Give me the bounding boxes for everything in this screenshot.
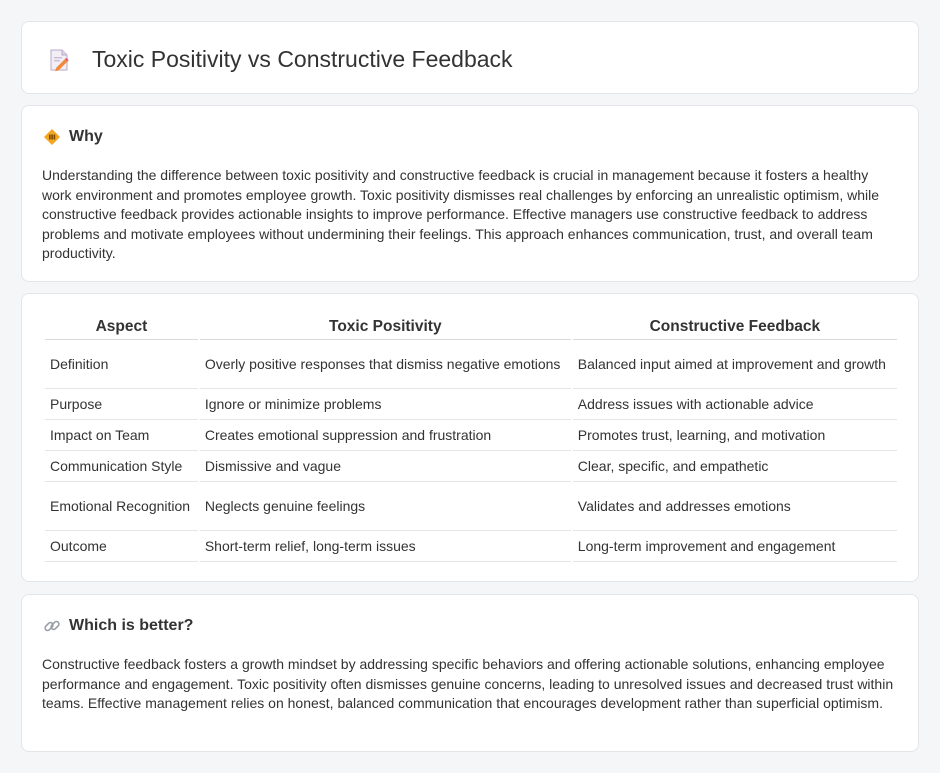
constructive-cell: Promotes trust, learning, and motivation (573, 420, 897, 451)
page-title: Toxic Positivity vs Constructive Feedback (92, 46, 513, 72)
diamond-signal-icon (43, 128, 61, 146)
table-row (45, 340, 897, 389)
why-text: Understanding the difference between toxic positivity and constructive feedback is crucial in management because it fosters a healthy work environment and promotes employee growth. Toxic positivity dismisses real challenges by enforcing an unrealistic optimism, while constructive feedback provides actionable insights to improve performance. Effective managers use constructive feedback to address problems and motivate employees without undermining their feelings. This approach enhances communication, trust, and overall team productivity. (42, 167, 880, 262)
title-row (47, 46, 513, 73)
table-row (45, 451, 897, 482)
table-row (45, 531, 897, 562)
table-header-row (45, 316, 897, 340)
toxic-cell: Ignore or minimize problems (200, 389, 571, 420)
why-card (21, 105, 919, 282)
better-title: Which is better? (69, 617, 194, 634)
aspect-cell: Outcome (45, 531, 198, 562)
which-is-better-card (21, 594, 919, 752)
toxic-cell: Dismissive and vague (200, 451, 571, 482)
header-aspect: Aspect (45, 316, 198, 340)
document-pencil-icon (47, 48, 71, 72)
table-row (45, 389, 897, 420)
comparison-card (21, 293, 919, 582)
header-toxic-positivity: Toxic Positivity (200, 316, 571, 340)
constructive-cell: Clear, specific, and empathetic (573, 451, 897, 482)
toxic-cell: Short-term relief, long-term issues (200, 531, 571, 562)
constructive-cell: Address issues with actionable advice (573, 389, 897, 420)
table-row (45, 420, 897, 451)
link-icon (43, 617, 61, 635)
comparison-table (43, 316, 899, 562)
better-heading (43, 617, 193, 635)
toxic-cell: Creates emotional suppression and frustration (200, 420, 571, 451)
why-title: Why (69, 128, 103, 145)
aspect-cell: Definition (45, 340, 198, 389)
why-heading (43, 128, 103, 146)
header-constructive-feedback: Constructive Feedback (573, 316, 897, 340)
header-card (21, 21, 919, 94)
aspect-cell: Impact on Team (45, 420, 198, 451)
aspect-cell: Purpose (45, 389, 198, 420)
aspect-cell: Communication Style (45, 451, 198, 482)
better-text: Constructive feedback fosters a growth mindset by addressing specific behaviors and offering actionable solutions, enhancing employee performance and engagement. Toxic positivity often dismisses genuine concerns, leading to unresolved issues and decreased trust within teams. Effective management relies on honest, balanced communication that encourages development rather than superficial optimism. (42, 656, 894, 712)
constructive-cell: Long-term improvement and engagement (573, 531, 897, 562)
constructive-cell: Validates and addresses emotions (573, 482, 897, 531)
aspect-cell: Emotional Recognition (45, 482, 198, 531)
constructive-cell: Balanced input aimed at improvement and growth (573, 340, 897, 389)
toxic-cell: Neglects genuine feelings (200, 482, 571, 531)
toxic-cell: Overly positive responses that dismiss negative emotions (200, 340, 571, 389)
table-row (45, 482, 897, 531)
